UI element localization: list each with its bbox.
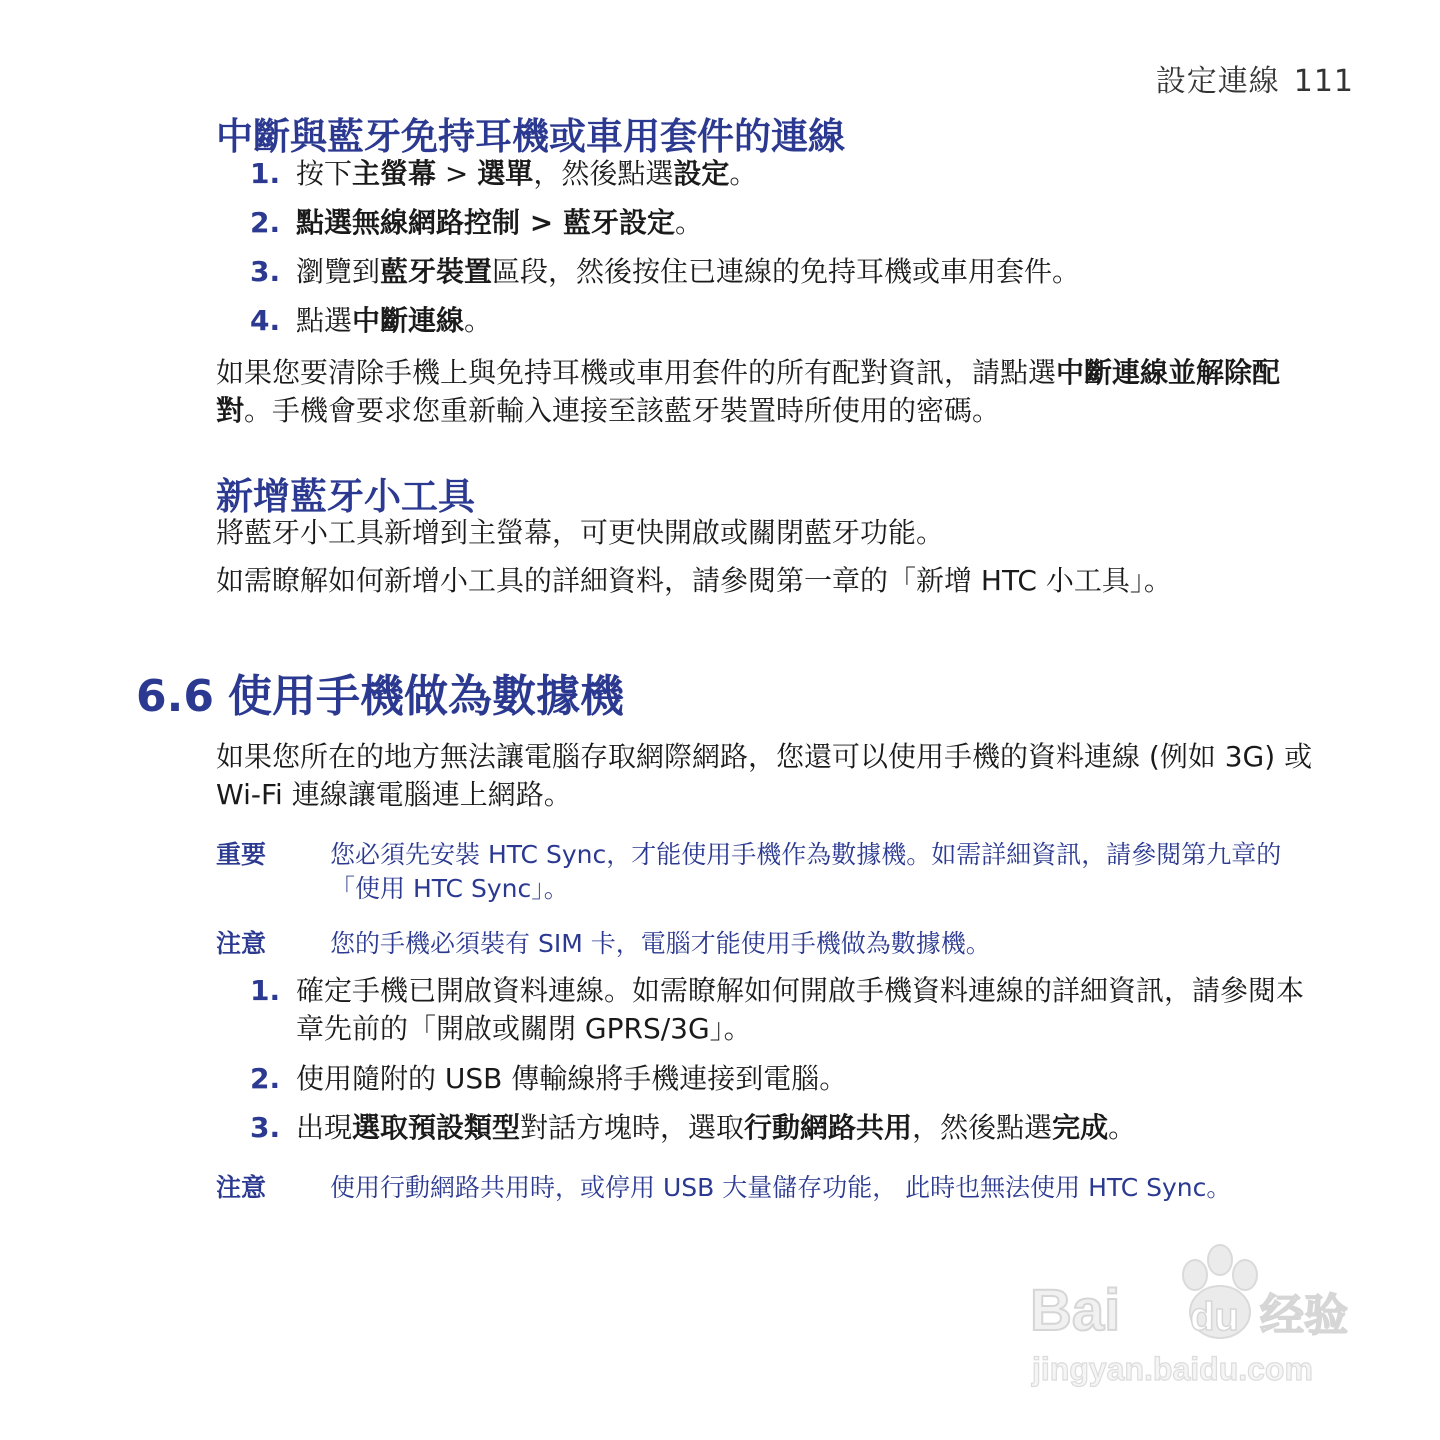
- svg-text:经验: 经验: [1260, 1290, 1348, 1341]
- paragraph-widget-ref: 如需瞭解如何新增小工具的詳細資料，請參閱第一章的「新增 HTC 小工具」。: [216, 564, 1172, 597]
- page-number: 111: [1293, 64, 1354, 99]
- chapter-heading: [136, 660, 624, 724]
- svg-text:du: du: [1190, 1295, 1239, 1339]
- note-label: 注意: [216, 1173, 267, 1202]
- list-item: 4. 點選中斷連線。: [250, 304, 493, 337]
- paragraph-intro: 如果您所在的地方無法讓電腦存取網際網路，您還可以使用手機的資料連線 (例如 3G) 或 Wi-Fi 連線讓電腦連上網路。: [216, 740, 1313, 811]
- note-text: 您必須先安裝 HTC Sync，才能使用手機作為數據機。如需詳細資訊，請參閱第九章的「使用 HTC Sync」。: [330, 840, 1282, 903]
- section-number: 6.6: [136, 671, 214, 722]
- header-title: 設定連線: [1155, 64, 1280, 99]
- list-item: 2. 點選無線網路控制 > 藍牙設定。: [250, 206, 704, 239]
- paragraph-widget: 將藍牙小工具新增到主螢幕，可更快開啟或關閉藍牙功能。: [216, 516, 945, 549]
- paragraph-unpair: 如果您要清除手機上與免持耳機或車用套件的所有配對資訊，請點選中斷連線並解除配對。手機會要求您重新輸入連接至該藍牙裝置時所使用的密碼。: [216, 356, 1281, 427]
- svg-text:Bai: Bai: [1030, 1278, 1121, 1343]
- list-item: 3. 出現選取預設類型對話方塊時，選取行動網路共用，然後點選完成。: [250, 1111, 1137, 1144]
- note-text: 使用行動網路共用時，或停用 USB 大量儲存功能， 此時也無法使用 HTC Sync。: [330, 1173, 1232, 1202]
- list-item: 3. 瀏覽到藍牙裝置區段，然後按住已連線的免持耳機或車用套件。: [250, 255, 1081, 288]
- list-item: 1. 確定手機已開啟資料連線。如需瞭解如何開啟手機資料連線的詳細資訊，請參閱本章先前的「開啟或關閉 GPRS/3G」。: [250, 974, 1305, 1045]
- note-label: 注意: [216, 929, 267, 958]
- page-header: [1156, 56, 1354, 100]
- note-text: 您的手機必須裝有 SIM 卡，電腦才能使用手機做為數據機。: [330, 929, 991, 958]
- note-label: 重要: [216, 840, 267, 869]
- svg-text:jingyan.baidu.com: jingyan.baidu.com: [1032, 1351, 1313, 1387]
- section-title: 使用手機做為數據機: [228, 671, 624, 722]
- section-heading-disconnect: 中斷與藍牙免持耳機或車用套件的連線: [216, 115, 845, 158]
- note-sim: [216, 927, 1331, 961]
- list-item: 1. 按下主螢幕 > 選單，然後點選設定。: [250, 157, 758, 190]
- baidu-watermark: [1020, 1230, 1350, 1390]
- note-important: [216, 838, 1331, 906]
- section-heading-widget: 新增藍牙小工具: [216, 475, 475, 518]
- note-tethering: [216, 1171, 1331, 1205]
- list-item: 2. 使用隨附的 USB 傳輸線將手機連接到電腦。: [250, 1062, 848, 1095]
- baidu-paw-icon: [1020, 1230, 1350, 1390]
